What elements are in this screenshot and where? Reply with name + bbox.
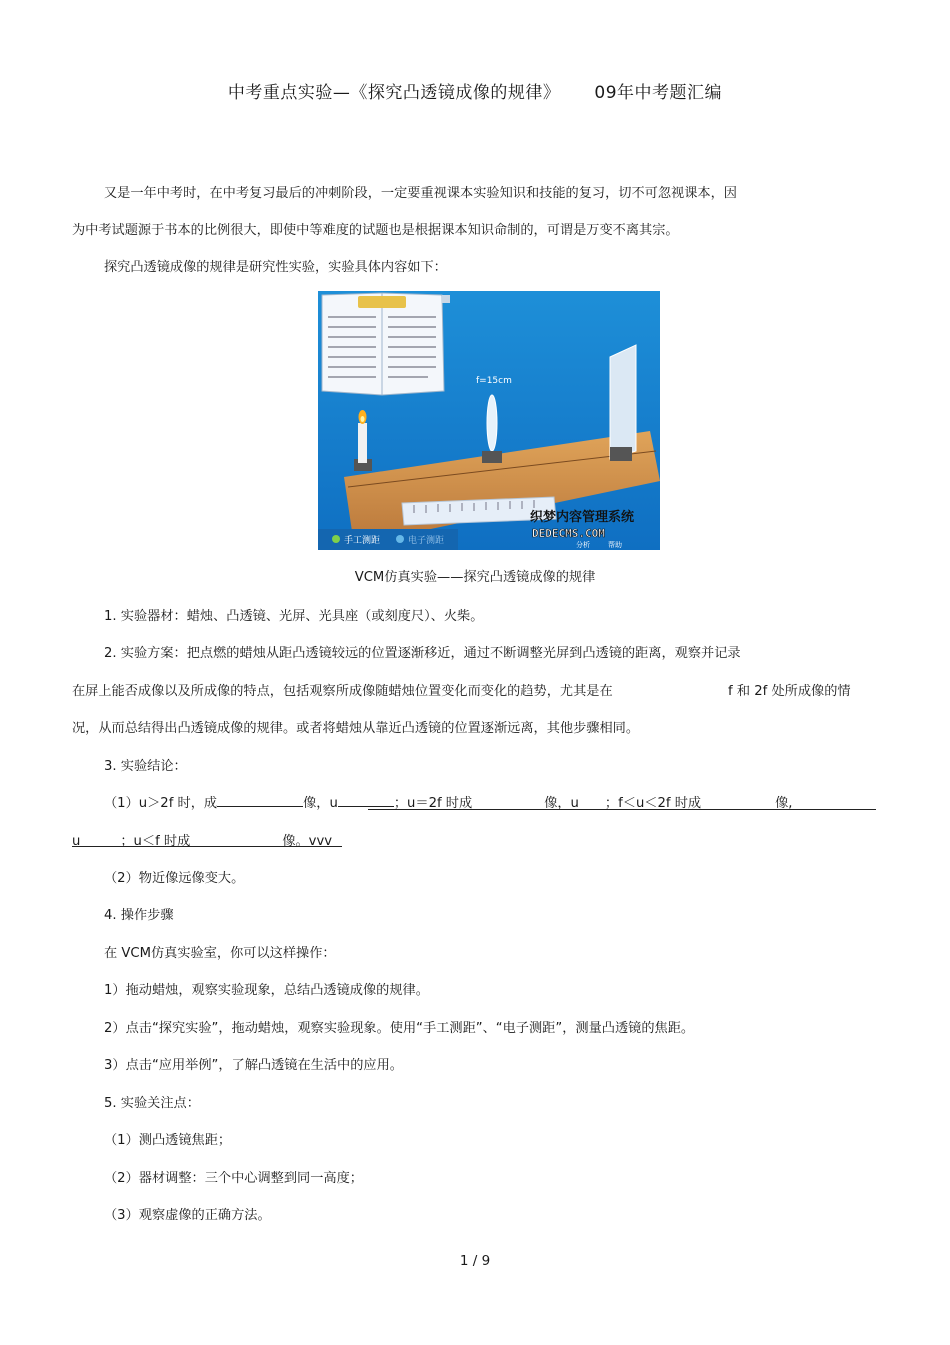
conclusion-text: 像, [775,796,793,811]
focus-point-3: （3）观察虚像的正确方法。 [104,1208,271,1223]
title-year: 09年中考题汇编 [594,83,723,103]
conclusion-text: u [72,834,81,849]
help-button[interactable]: 帮助 [608,541,622,549]
answer-line-2 [72,846,342,847]
manual-measure-icon [332,535,340,543]
answer-blank[interactable] [217,792,303,807]
conclusion-text: 像，u [544,796,579,811]
intro-line-2: 为中考试题源于书本的比例很大，即使中等难度的试题也是根据课本知识命制的，可谓是万变不离其宗。 [72,223,679,238]
step-1: 1）拖动蜡烛，观察实验现象，总结凸透镜成像的规律。 [104,983,429,998]
electronic-measure-button[interactable]: 电子测距 [408,536,445,546]
figure-caption: VCM仿真实验——探究凸透镜成像的规律 [354,570,596,585]
intro-line-1: 又是一年中考时，在中考复习最后的冲刺阶段，一定要重视课本实验知识和技能的复习，切不可忽视课本，因 [104,186,737,201]
answer-line-1 [368,809,876,810]
analysis-button[interactable]: 分析 [576,541,590,549]
section-4-heading: 4. 操作步骤 [104,908,174,923]
light-screen-icon[interactable] [610,345,636,461]
section-1-equipment: 1. 实验器材：蜡烛、凸透镜、光屏、光具座（或刻度尺）、火柴。 [104,609,484,624]
step-3: 3）点击“应用举例”，了解凸透镜在生活中的应用。 [104,1058,403,1073]
watermark-en: DEDECMS.COM [532,527,605,540]
intro-line-3: 探究凸透镜成像的规律是研究性实验，实验具体内容如下： [104,260,447,275]
watermark-cn: 织梦内容管理系统 [530,510,635,525]
title-main: 中考重点实验—《探究凸透镜成像的规律》 [227,83,561,103]
section-2-line-1: 2. 实验方案：把点燃的蜡烛从距凸透镜较远的位置逐渐移近，通过不断调整光屏到凸透镜的距离，观察并记录 [104,646,741,661]
conclusion-rule: （2）物近像远像变大。 [104,871,245,886]
focus-point-1: （1）测凸透镜焦距； [104,1133,232,1148]
focal-length-label: f=15cm [476,376,512,386]
page-title [0,78,950,103]
section-4-intro: 在 VCM仿真实验室，你可以这样操作： [104,946,336,961]
electronic-measure-icon [396,535,404,543]
conclusion-text: ；u＝2f 时成 [393,796,473,811]
manual-measure-button[interactable]: 手工测距 [344,536,381,546]
conclusion-text: 像。vvv [282,834,333,849]
figure-illustration [318,291,660,550]
section-5-heading: 5. 实验关注点： [104,1096,200,1111]
page-number: 1 / 9 [459,1253,491,1269]
answer-blank[interactable] [338,792,394,807]
conclusion-text: 像，u [303,796,338,811]
step-2: 2）点击“探究实验”，拖动蜡烛，观察实验现象。使用“手工测距”、“电子测距”，测量凸透镜的焦距。 [104,1021,695,1036]
vcm-simulation-figure [318,291,660,550]
conclusion-text: （1）u＞2f 时，成 [104,796,218,811]
section-2-line-2b: f 和 2f 处所成像的情 [728,684,851,699]
help-book [322,293,450,395]
section-3-heading: 3. 实验结论： [104,759,187,774]
focus-point-2: （2）器材调整：三个中心调整到同一高度； [104,1171,363,1186]
section-2-line-2a: 在屏上能否成像以及所成像的特点，包括观察所成像随蜡烛位置变化而变化的趋势，尤其是在 [72,684,613,699]
conclusion-text: ；u＜f 时成 [120,834,191,849]
section-2-line-3: 况，从而总结得出凸透镜成像的规律。或者将蜡烛从靠近凸透镜的位置逐渐远离，其他步骤相同。 [72,721,640,736]
conclusion-text: ；f＜u＜2f 时成 [604,796,702,811]
